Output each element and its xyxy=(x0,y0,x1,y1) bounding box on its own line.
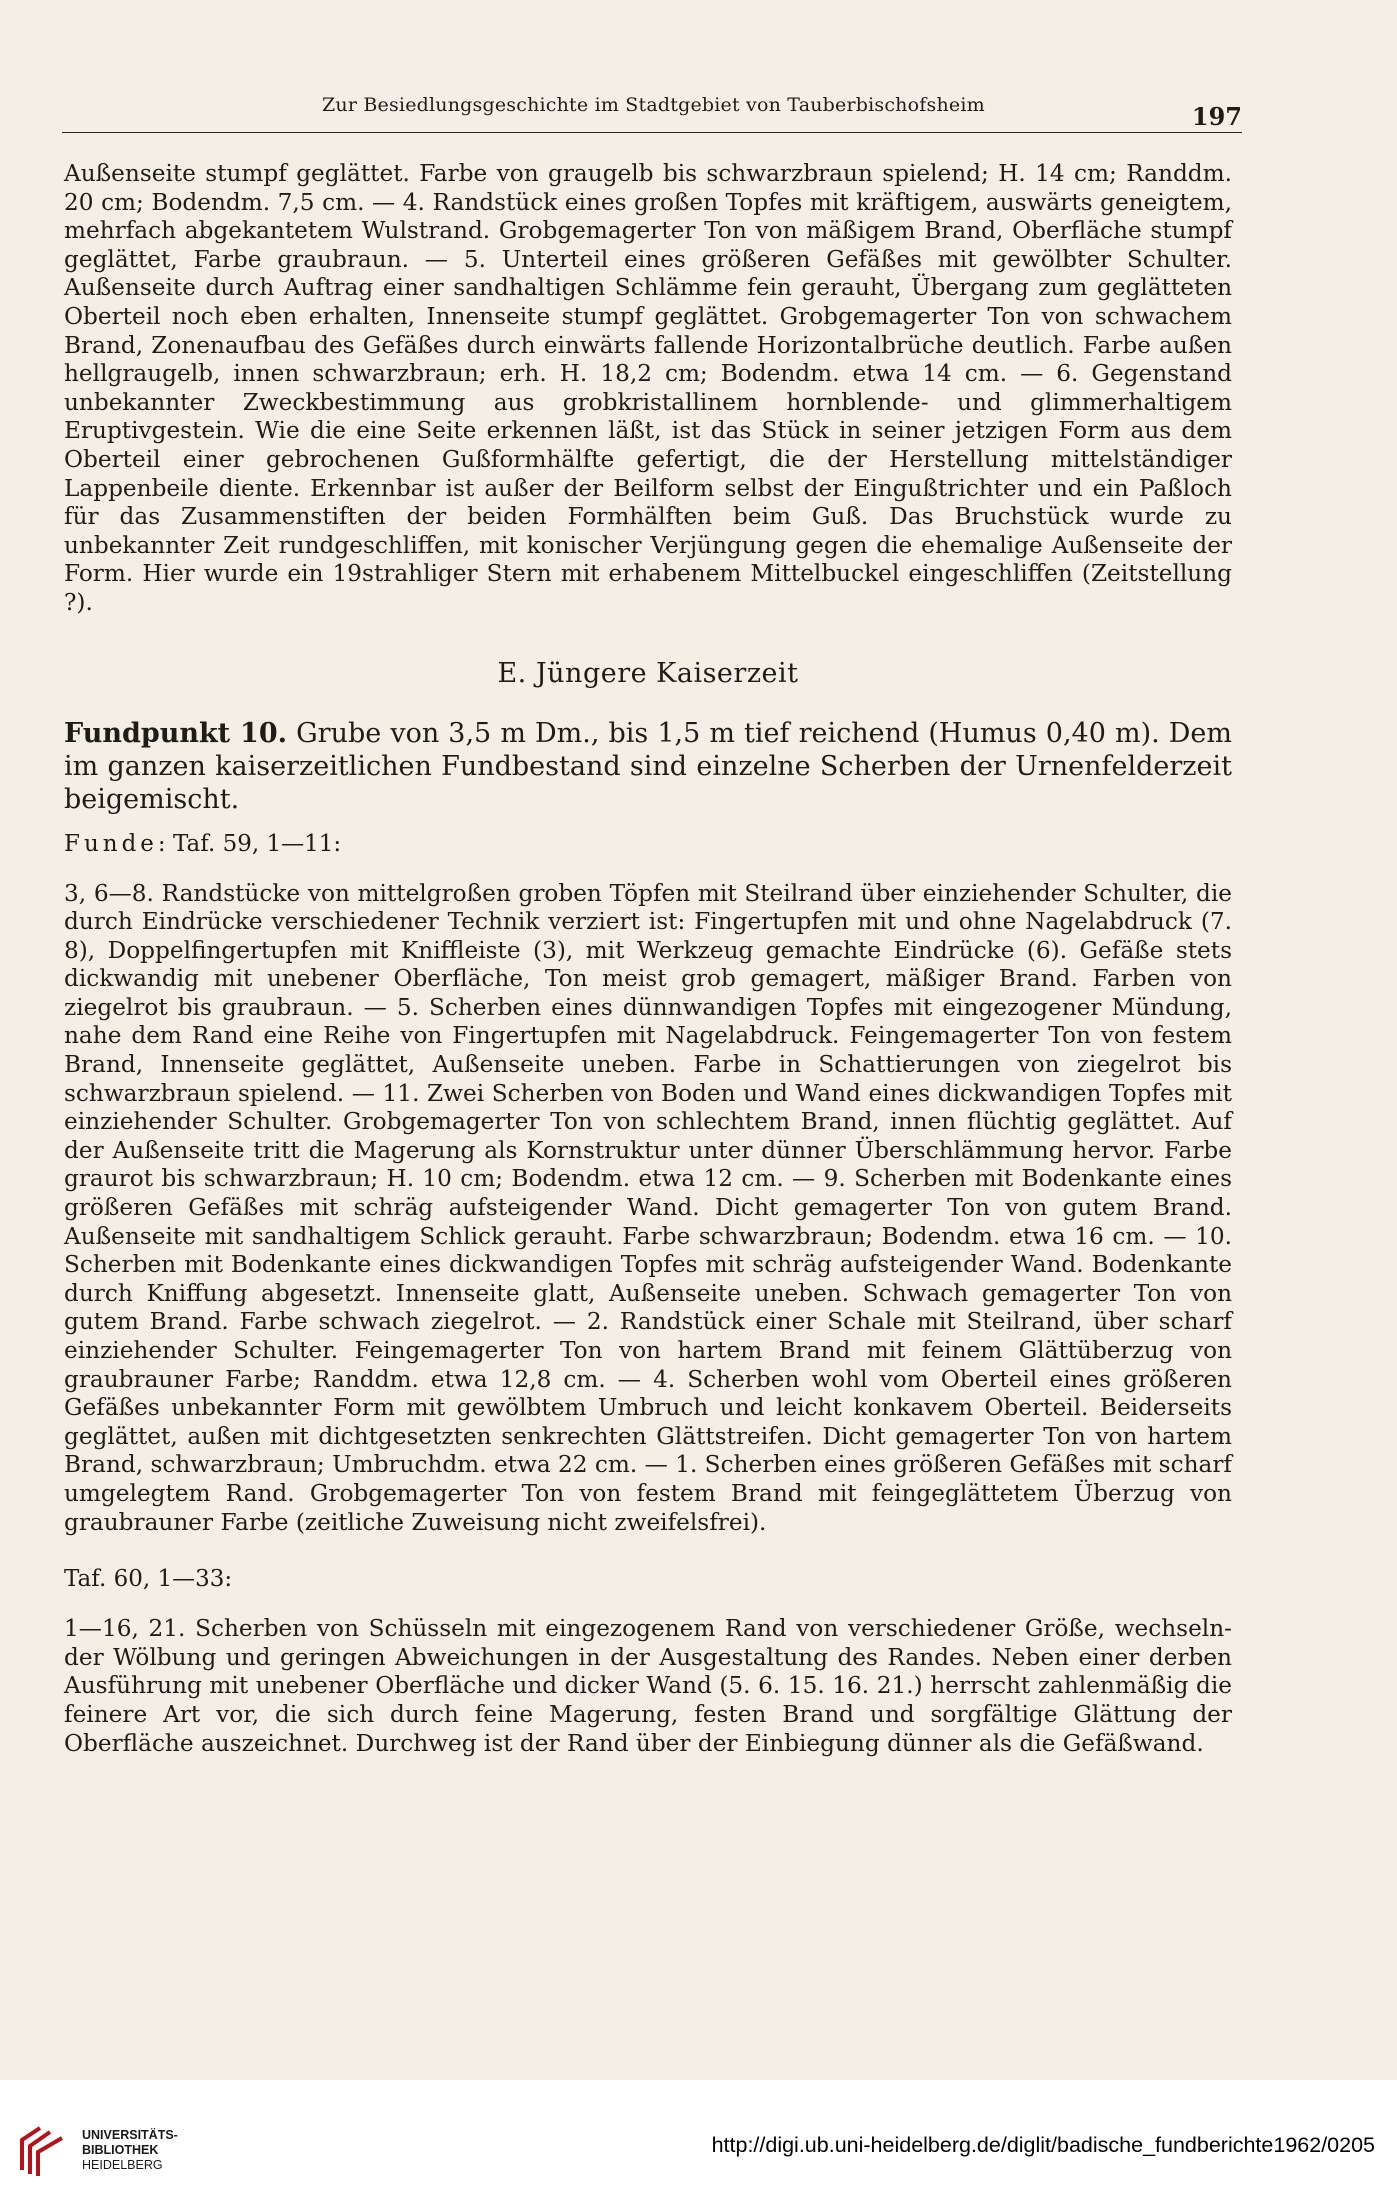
funde-label xyxy=(64,830,1232,858)
fundpunkt-paragraph xyxy=(64,717,1232,816)
funde-label-word: Funde xyxy=(64,830,158,857)
taf60-paragraph: 1—16, 21. Scherben von Schüsseln mit eingezogenem Rand von verschiedener Größe, wechselnder Wölbung und geringen Abweichungen in der Ausgestaltung des Randes. Neben einer derben Ausführung mit unebener Oberfläche und dicker Wand (5. 6. 15. 16. 21.) herrscht zahlenmäßig die feinere Art vor, die sich durch feine Magerung, festen Brand und sorgfältige Glättung der Oberfläche auszeichnet. Durchweg ist der Rand über der Einbiegung dünner als die Gefäßwand. xyxy=(64,1615,1232,1757)
library-logo-icon xyxy=(14,2118,76,2180)
paragraph-continuation: Außenseite stumpf geglättet. Farbe von graugelb bis schwarzbraun spielend; H. 14 cm; Randdm. 20 cm; Bodendm. 7,5 cm. — 4. Randstück eines großen Topfes mit kräftigem, auswärts geneigtem, mehrfach abgekantetem Wulstrand. Grobgemagerter Ton von mäßigem Brand, Oberfläche stumpf geglättet, Farbe graubraun. — 5. Unterteil eines größeren Gefäßes mit gewölbter Schulter. Außenseite durch Auftrag einer sandhaltigen Schlämme fein gerauht, Übergang zum geglätteten Oberteil noch eben erhalten, Innenseite stumpf geglättet. Grobgemagerter Ton von schwachem Brand, Zonenaufbau des Gefäßes durch einwärts fallende Horizontalbrüche deutlich. Farbe außen hellgraugelb, innen schwarzbraun; erh. H. 18,2 cm; Bodendm. etwa 14 cm. — 6. Gegenstand unbekannter Zweckbestimmung aus grobkristallinem hornblende- und glimmerhaltigem Eruptivgestein. Wie die eine Seite erkennen läßt, ist das Stück in seiner jetzigen Form aus dem Oberteil einer gebrochenen Gußformhälfte gefertigt, die der Herstellung mittelständiger Lappenbeile diente. Erkennbar ist außer der Beilform selbst der Eingußtrichter und ein Paßloch für das Zusammenstiften der beiden Formhälften beim Guß. Das Bruchstück wurde zu unbekannter Zeit rundgeschliffen, mit konischer Verjüngung gegen die ehemalige Außenseite der Form. Hier wurde ein 19strahliger Stern mit erhabenem Mittelbuckel eingeschliffen (Zeitstellung ?). xyxy=(64,160,1232,616)
funde-paragraph: 3, 6—8. Randstücke von mittelgroßen groben Töpfen mit Steilrand über einziehender Schulter, die durch Eindrücke verschiedener Technik verziert ist: Fingertupfen mit und ohne Nagelabdruck (7. 8), Doppelfingertupfen mit Kniffleiste (3), mit Werkzeug gemachte Eindrücke (6). Gefäße stets dickwandig mit unebener Oberfläche, Ton meist grob gemagert, mäßiger Brand. Farben von ziegelrot bis graubraun. — 5. Scherben eines dünnwandigen Topfes mit eingezogener Mündung, nahe dem Rand eine Reihe von Fingertupfen mit Nagelabdruck. Feingemagerter Ton von festem Brand, Innenseite geglättet, Außenseite uneben. Farbe in Schattierungen von ziegelrot bis schwarzbraun spielend. — 11. Zwei Scherben von Boden und Wand eines dickwandigen Topfes mit einziehender Schulter. Grobgemagerter Ton von schlechtem Brand, innen flüchtig geglättet. Auf der Außenseite tritt die Magerung als Kornstruktur unter dünner Überschlämmung hervor. Farbe graurot bis schwarzbraun; H. 10 cm; Bodendm. etwa 12 cm. — 9. Scherben mit Bodenkante eines größeren Gefäßes mit schräg aufsteigender Wand. Dicht gemagerter Ton von gutem Brand. Außenseite mit sandhaltigem Schlick gerauht. Farbe schwarzbraun; Bodendm. etwa 16 cm. — 10. Scherben mit Bodenkante eines dickwandigen Topfes mit schräg aufsteigender Wand. Bodenkante durch Kniffung abgesetzt. Innenseite glatt, Außenseite uneben. Schwach gemagerter Ton von gutem Brand. Farbe schwach ziegelrot. — 2. Randstück einer Schale mit Steilrand, über scharf einziehender Schulter. Feingemagerter Ton von hartem Brand mit feinem Glättüberzug von graubrauner Farbe; Randdm. etwa 12,8 cm. — 4. Scherben wohl vom Oberteil eines größeren Gefäßes unbekannter Form mit gewölbtem Umbruch und leicht konkavem Oberteil. Beiderseits geglättet, außen mit dichtgesetzten senkrechten Glättstreifen. Dicht gemagerter Ton von hartem Brand, schwarzbraun; Umbruchdm. etwa 22 cm. — 1. Scherben eines größeren Gefäßes mit scharf umgelegtem Rand. Grobgemagerter Ton von festem Brand mit feingeglättetem Überzug von graubrauner Farbe (zeitliche Zuweisung nicht zweifelsfrei). xyxy=(64,879,1232,1536)
institution-name xyxy=(82,2128,178,2173)
page-number: 197 xyxy=(1191,102,1242,131)
fundpunkt-lead: Fundpunkt 10. xyxy=(64,717,288,749)
fundpunkt-text: Grube von 3,5 m Dm., bis 1,5 m tief reichend (Humus 0,40 m). Dem im ganzen kaiserzeitlichen Fundbestand sind einzelne Scherben der Urnenfelderzeit beigemischt. xyxy=(64,717,1232,815)
running-head xyxy=(62,88,1242,133)
source-url-link[interactable]: http://digi.ub.uni-heidelberg.de/diglit/badische_fundberichte1962/0205 xyxy=(711,2133,1375,2157)
institution-line2: BIBLIOTHEK xyxy=(82,2143,159,2157)
library-footer xyxy=(0,2080,1397,2202)
institution-line3: HEIDELBERG xyxy=(82,2158,163,2172)
page-body xyxy=(64,160,1232,1768)
funde-label-ref: : Taf. 59, 1—11: xyxy=(157,830,342,857)
taf60-label: Taf. 60, 1—33: xyxy=(64,1566,233,1593)
running-title: Zur Besiedlungsgeschichte im Stadtgebiet von Tauberbischofsheim xyxy=(322,94,985,116)
institution-line1: UNIVERSITÄTS- xyxy=(82,2128,178,2142)
section-heading: E. Jüngere Kaiserzeit xyxy=(497,657,799,689)
